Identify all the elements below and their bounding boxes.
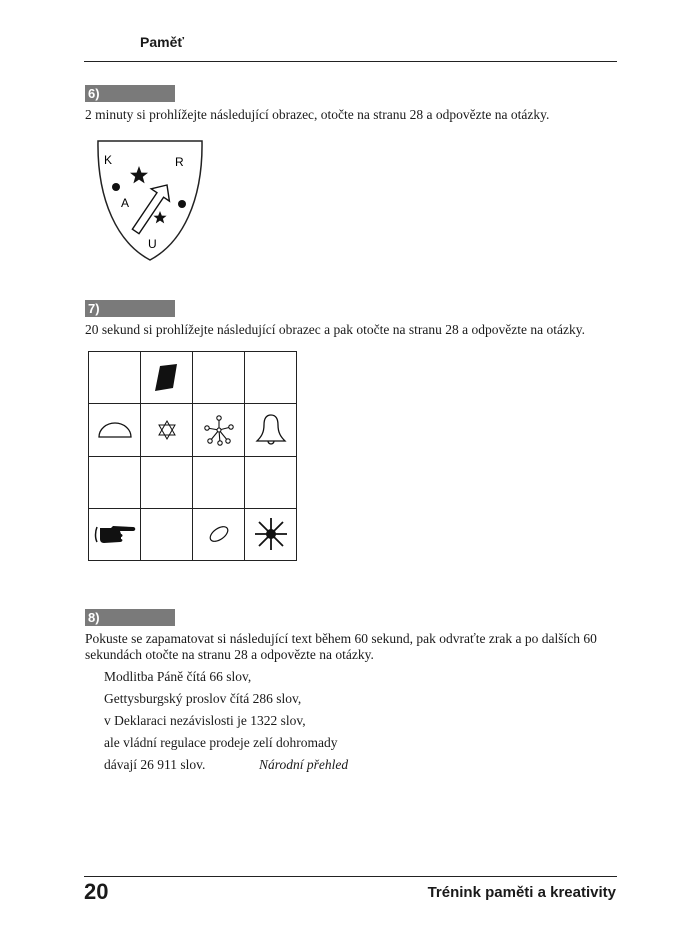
filled-diamond-icon	[152, 363, 182, 393]
quote-line: Gettysburgský proslov čítá 286 slov,	[104, 691, 302, 706]
grid-cell	[245, 404, 297, 456]
footer-rule	[84, 876, 617, 877]
ellipse-icon	[206, 525, 232, 543]
grid-cell	[141, 352, 193, 404]
grid-cell	[245, 509, 297, 561]
grid-cell	[89, 352, 141, 404]
book-title: Trénink paměti a kreativity	[427, 884, 616, 901]
half-circle-icon	[97, 420, 133, 440]
grid-cell	[193, 457, 245, 509]
grid-cell	[245, 457, 297, 509]
page-number: 20	[84, 879, 109, 904]
bell-icon	[254, 413, 288, 447]
grid-cell	[141, 509, 193, 561]
grid-cell	[89, 509, 141, 561]
grid-cell	[193, 404, 245, 456]
grid-cell	[193, 509, 245, 561]
shield-dot-icon	[112, 183, 120, 191]
section-8-instruction: Pokuste se zapamatovat si následující text během 60 sekund, pak odvraťte zrak a po dalších 60 sekundách otočte na stranu 28 a odpovězte na otázky.	[85, 631, 597, 662]
quote-source: Národní přehled	[259, 757, 349, 772]
quote-line: Modlitba Páně čítá 66 slov,	[104, 669, 252, 684]
grid-cell	[141, 457, 193, 509]
shield-figure	[96, 139, 208, 264]
running-header: Paměť	[140, 34, 185, 50]
shield-letter-u: U	[148, 237, 157, 251]
shield-letter-r: R	[175, 155, 184, 169]
shield-letter-k: K	[104, 153, 113, 167]
quote-line: v Deklaraci nezávislosti je 1322 slov,	[104, 713, 306, 728]
quote-line: ale vládní regulace prodeje zelí dohromady	[104, 735, 338, 750]
molecule-icon	[203, 414, 235, 446]
quote-line: dávají 26 911 slov.	[104, 757, 206, 772]
shield-letter-a: A	[121, 196, 130, 210]
section-7-number: 7)	[85, 300, 175, 317]
section-8-number: 8)	[85, 609, 175, 626]
symbol-grid	[88, 351, 297, 561]
shield-star-icon	[153, 211, 166, 223]
sun-burst-icon	[253, 516, 289, 552]
shield-arrow-icon	[127, 179, 177, 238]
grid-cell	[89, 404, 141, 456]
grid-cell	[141, 404, 193, 456]
header-rule	[84, 61, 617, 62]
section-6-number: 6)	[85, 85, 175, 102]
shield-star-icon	[130, 166, 148, 183]
grid-cell	[245, 352, 297, 404]
grid-cell	[89, 457, 141, 509]
section-7-instruction: 20 sekund si prohlížejte následující obrazec a pak otočte na stranu 28 a odpovězte na otázky.	[85, 322, 585, 337]
section-6-instruction: 2 minuty si prohlížejte následující obrazec, otočte na stranu 28 a odpovězte na otázky.	[85, 107, 550, 122]
shield-dot-icon	[178, 200, 186, 208]
grid-cell	[193, 352, 245, 404]
star-of-david-icon	[156, 419, 178, 441]
pointing-hand-icon	[94, 522, 136, 546]
